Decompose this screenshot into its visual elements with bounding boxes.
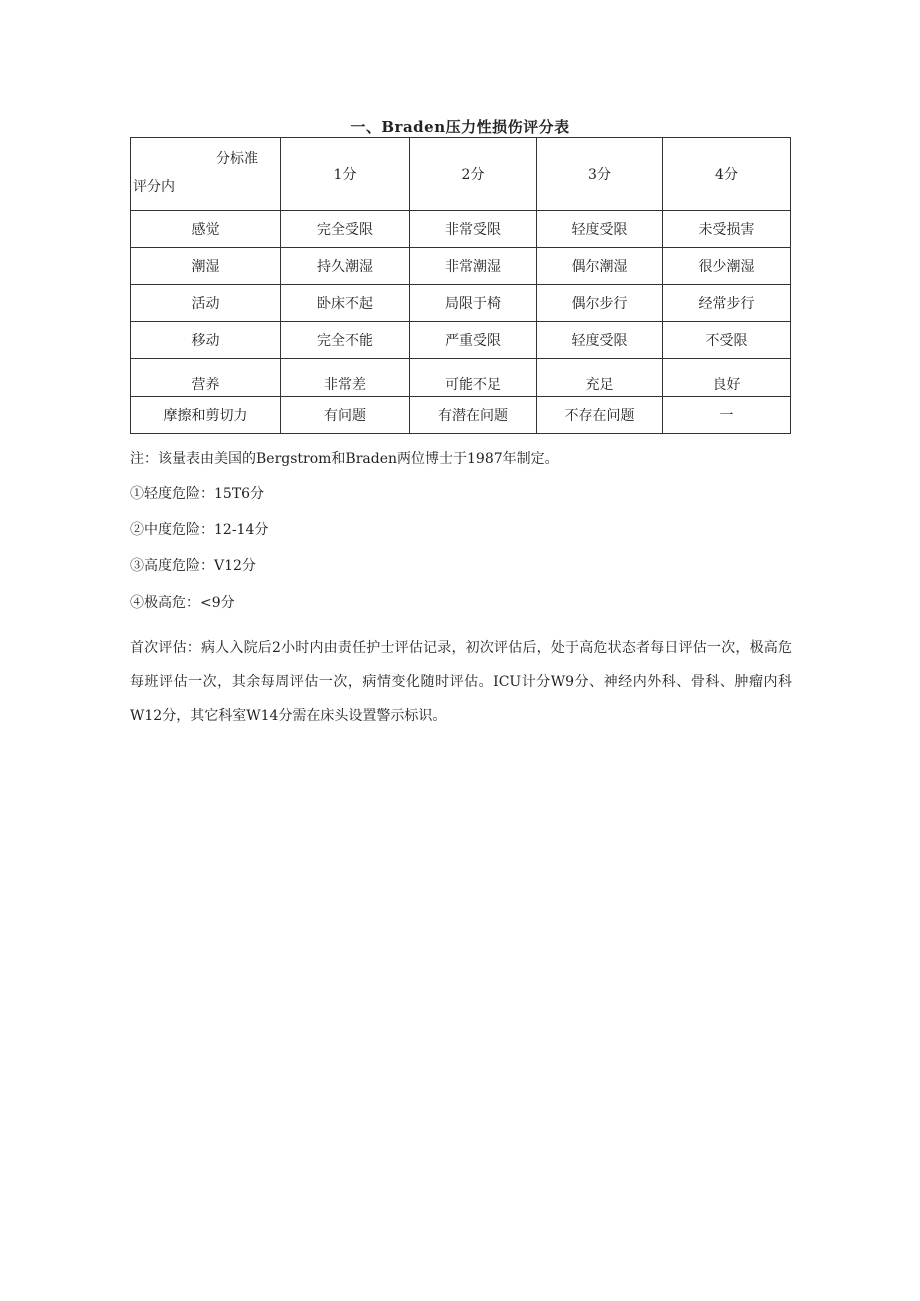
document-title: 一、Braden压力性损伤评分表	[350, 118, 570, 136]
table-cell: 有问题	[281, 397, 410, 434]
corner-label-bottom: 评分内	[133, 179, 175, 195]
table-cell: 不存在问题	[537, 397, 663, 434]
row-item-label: 摩擦和剪切力	[131, 397, 281, 434]
score-header-1: 1分	[281, 138, 410, 211]
table-cell: 不受限	[663, 322, 791, 359]
table-cell: 经常步行	[663, 285, 791, 322]
table-cell: 偶尔潮湿	[537, 248, 663, 285]
table-cell: 一	[663, 397, 791, 434]
risk-level-mild: ①轻度危险：15T6分	[130, 486, 265, 502]
row-item-label: 营养	[131, 359, 281, 397]
table-row	[131, 397, 791, 434]
row-item-label: 移动	[131, 322, 281, 359]
score-header-4: 4分	[663, 138, 791, 211]
risk-level-moderate: ②中度危险：12-14分	[130, 522, 269, 538]
assessment-instructions: 首次评估：病人入院后2小时内由责任护士评估记录，初次评估后，处于高危状态者每日评估一次，极高危每班评估一次，其余每周评估一次，病情变化随时评估。ICU计分W9分、神经内外科、骨科、肿瘤内科W12分，其它科室W14分需在床头设置警示标识。	[130, 640, 792, 724]
table-cell: 非常差	[281, 359, 410, 397]
table-row	[131, 285, 791, 322]
table-row	[131, 211, 791, 248]
table-cell: 轻度受限	[537, 211, 663, 248]
table-footnote: 注：该量表由美国的Bergstrom和Braden两位博士于1987年制定。	[130, 451, 559, 467]
table-cell: 局限于椅	[410, 285, 537, 322]
table-cell: 可能不足	[410, 359, 537, 397]
row-item-label: 潮湿	[131, 248, 281, 285]
risk-level-extreme: ④极高危：<9分	[130, 595, 235, 611]
table-cell: 未受损害	[663, 211, 791, 248]
table-cell: 严重受限	[410, 322, 537, 359]
corner-label-top: 分标准	[216, 151, 258, 167]
table-row	[131, 322, 791, 359]
score-header-3: 3分	[537, 138, 663, 211]
table-cell: 完全受限	[281, 211, 410, 248]
table-row	[131, 248, 791, 285]
table-cell: 非常受限	[410, 211, 537, 248]
risk-level-high: ③高度危险：V12分	[130, 558, 256, 574]
table-corner-cell	[131, 138, 281, 211]
table-header-row	[131, 138, 791, 211]
table-cell: 偶尔步行	[537, 285, 663, 322]
table-cell: 充足	[537, 359, 663, 397]
table-cell: 很少潮湿	[663, 248, 791, 285]
table-cell: 完全不能	[281, 322, 410, 359]
row-item-label: 活动	[131, 285, 281, 322]
table-cell: 有潜在问题	[410, 397, 537, 434]
table-cell: 卧床不起	[281, 285, 410, 322]
table-row	[131, 359, 791, 397]
row-item-label: 感觉	[131, 211, 281, 248]
table-cell: 良好	[663, 359, 791, 397]
score-header-2: 2分	[410, 138, 537, 211]
table-cell: 轻度受限	[537, 322, 663, 359]
braden-score-table	[130, 137, 791, 434]
table-cell: 非常潮湿	[410, 248, 537, 285]
table-cell: 持久潮湿	[281, 248, 410, 285]
